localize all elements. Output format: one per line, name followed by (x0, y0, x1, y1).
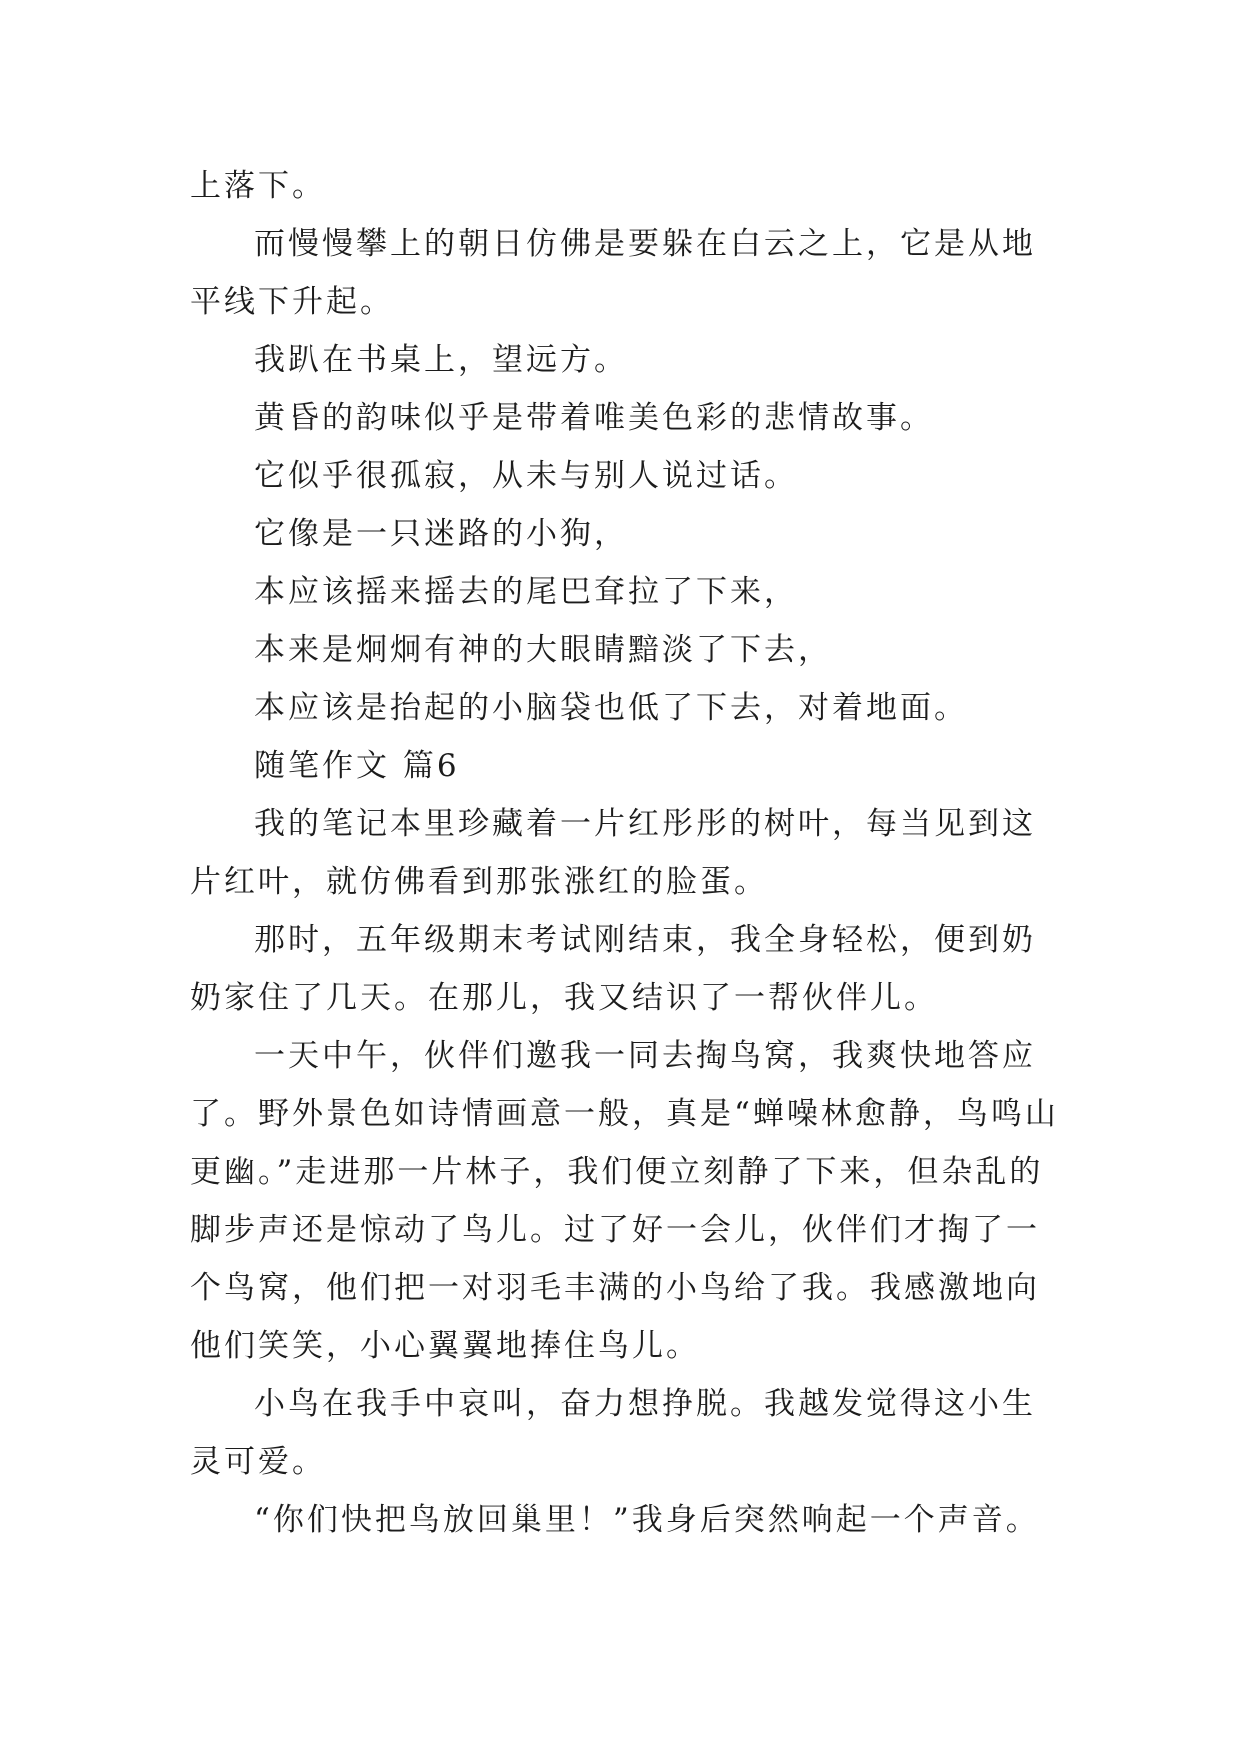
section-heading: 随笔作文 篇6 (254, 748, 460, 784)
paragraph-continuation: 上落下。 (190, 168, 326, 204)
article-body (190, 157, 1060, 1549)
paragraph: 我趴在书桌上，望远方。 (254, 342, 628, 378)
paragraph: 黄昏的韵味似乎是带着唯美色彩的悲情故事。 (254, 400, 934, 436)
paragraph: “你们快把鸟放回巢里！”我身后突然响起一个声音。 (254, 1502, 1040, 1538)
paragraph: 本来是炯炯有神的大眼睛黯淡了下去， (254, 632, 832, 668)
paragraph: 那时，五年级期末考试刚结束，我全身轻松，便到奶奶家住了几天。在那儿，我又结识了一帮伙伴儿。 (190, 922, 1036, 1016)
paragraph: 它似乎很孤寂，从未与别人说过话。 (254, 458, 798, 494)
paragraph: 一天中午，伙伴们邀我一同去掏鸟窝，我爽快地答应了。野外景色如诗情画意一般，真是“蝉噪林愈静，鸟鸣山更幽。”走进那一片林子，我们便立刻静了下来，但杂乱的脚步声还是惊动了鸟儿。过了好一会儿，伙伴们才掏了一个鸟窝，他们把一对羽毛丰满的小鸟给了我。我感激地向他们笑笑，小心翼翼地捧住鸟儿。 (190, 1038, 1059, 1364)
paragraph: 我的笔记本里珍藏着一片红彤彤的树叶，每当见到这片红叶，就仿佛看到那张涨红的脸蛋。 (190, 806, 1036, 900)
paragraph: 而慢慢攀上的朝日仿佛是要躲在白云之上，它是从地平线下升起。 (190, 226, 1036, 320)
paragraph: 小鸟在我手中哀叫，奋力想挣脱。我越发觉得这小生灵可爱。 (190, 1386, 1036, 1480)
paragraph: 本应该摇来摇去的尾巴耷拉了下来， (254, 574, 798, 610)
paragraph: 本应该是抬起的小脑袋也低了下去，对着地面。 (254, 690, 968, 726)
paragraph: 它像是一只迷路的小狗， (254, 516, 628, 552)
